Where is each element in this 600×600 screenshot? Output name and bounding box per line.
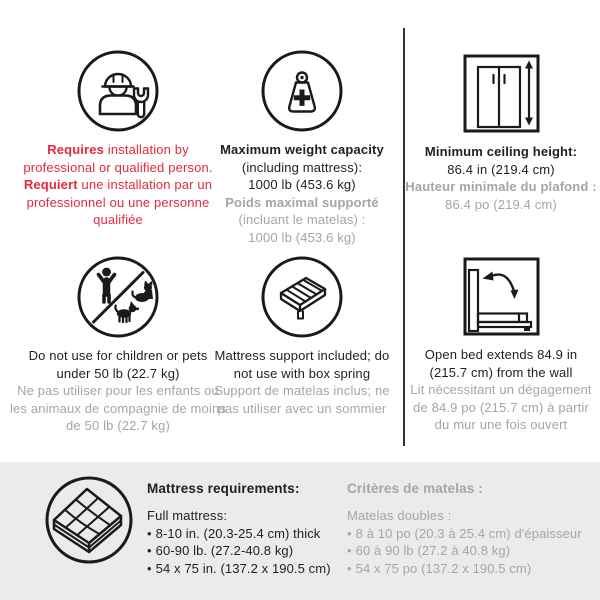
panel-no-children-pets	[10, 256, 226, 435]
weight-icon	[261, 50, 343, 132]
installation-en: installation by professional or qualified person.	[23, 142, 213, 175]
ceiling-fr-line1: 86.4 po (219.4 cm)	[445, 196, 557, 212]
mattress-requirements-bar	[0, 462, 600, 600]
ceiling-fr-title: Hauteur minimale du plafond :	[405, 179, 597, 194]
mattress-specs-fr	[347, 525, 582, 578]
mattress-support-en: Mattress support included; do not use with box spring	[214, 348, 390, 381]
max-weight-fr-line2: 1000 lb (453.6 kg)	[248, 229, 356, 245]
no-children-pets-en: Do not use for children or pets under 50 lb (22.7 kg)	[28, 348, 208, 381]
ceiling-height-text	[405, 143, 596, 213]
no-children-pets-text	[10, 347, 226, 435]
max-weight-text	[220, 141, 384, 246]
max-weight-en-line1: (including mattress):	[241, 159, 363, 175]
installation-text	[15, 141, 221, 229]
mattress-requirements-title-fr: Critères de matelas :	[347, 481, 483, 496]
ceiling-height-icon	[463, 52, 540, 134]
mattress-requirements-fr	[347, 462, 582, 600]
max-weight-fr-title: Poids maximal supporté	[225, 194, 379, 210]
spec-size-en: • 54 x 75 in. (137.2 x 190.5 cm)	[147, 560, 335, 578]
installer-icon	[77, 50, 159, 132]
mattress-requirements-en	[147, 462, 335, 600]
panel-mattress-support	[209, 256, 395, 417]
open-bed-fr: Lit nécessitant un dégagement de 84.9 po (215.7 cm) à partir du mur une fois ouvert	[410, 382, 592, 432]
open-bed-en: Open bed extends 84.9 in (215.7 cm) from the wall	[424, 347, 578, 380]
mattress-support-fr: Support de matelas inclus; ne pas utiliser avec un sommier	[214, 383, 390, 416]
spec-size-fr: • 54 x 75 po (137.2 x 190.5 cm)	[347, 560, 582, 578]
installation-fr: une installation par un professionnel ou une personne qualifiée	[26, 177, 213, 227]
panel-ceiling-height	[404, 52, 598, 213]
panel-max-weight	[209, 50, 395, 246]
mattress-specs-en	[147, 525, 335, 578]
spec-weight-en: • 60-90 lb. (27.2-40.8 kg)	[147, 542, 335, 560]
no-children-pets-icon	[77, 256, 159, 338]
ceiling-en-line1: 86.4 in (219.4 cm)	[447, 161, 555, 177]
ceiling-en-title: Minimum ceiling height:	[424, 144, 578, 159]
installation-en-bold: Requires	[47, 142, 105, 157]
panel-installation	[10, 50, 226, 229]
open-bed-icon	[463, 255, 540, 337]
spec-thickness-fr: • 8 à 10 po (20.3 à 25.4 cm) d'épaisseur	[347, 525, 582, 543]
mattress-icon	[44, 475, 134, 565]
no-children-pets-fr: Ne pas utiliser pour les enfants ou les animaux de compagnie de moins de 50 lb (22.7 kg)	[10, 383, 226, 433]
max-weight-en-line2: 1000 lb (453.6 kg)	[248, 177, 356, 192]
spec-thickness-en: • 8-10 in. (20.3-25.4 cm) thick	[147, 525, 335, 543]
mattress-support-text	[209, 347, 395, 417]
max-weight-en-title: Maximum weight capacity	[220, 142, 384, 157]
mattress-support-icon	[261, 256, 343, 338]
open-bed-text	[406, 346, 596, 434]
mattress-type-fr: Matelas doubles :	[347, 508, 452, 523]
spec-weight-fr: • 60 à 90 lb (27.2 à 40.8 kg)	[347, 542, 582, 560]
max-weight-fr-line1: (incluant le matelas) :	[238, 212, 366, 227]
mattress-requirements-title-en: Mattress requirements:	[147, 481, 300, 496]
installation-fr-bold: Requiert	[23, 177, 78, 192]
panel-open-bed	[404, 255, 598, 434]
mattress-type-en: Full mattress:	[147, 508, 228, 523]
